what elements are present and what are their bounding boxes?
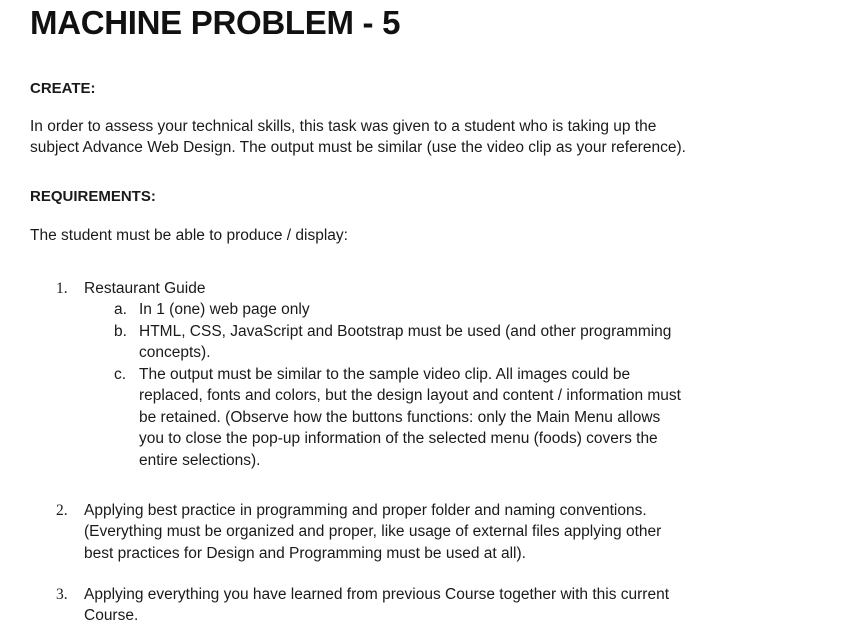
sub-item-letter-b: b. (114, 323, 127, 340)
create-paragraph-line-2: subject Advance Web Design. The output must be similar (use the video clip as your reference). (30, 139, 686, 156)
sub-item-c-line-3: be retained. (Observe how the buttons functions: only the Main Menu allows (139, 409, 661, 426)
sub-item-c-line-1: The output must be similar to the sample video clip. All images could be (139, 366, 631, 383)
sub-item-b-line-1: HTML, CSS, JavaScript and Bootstrap must be used (and other programming (139, 323, 672, 340)
page-title: MACHINE PROBLEM - 5 (30, 4, 401, 41)
list-item-2-line-3: best practices for Design and Programming must be used at all). (84, 545, 526, 562)
list-item-2-line-1: Applying best practice in programming and proper folder and naming conventions. (84, 502, 647, 519)
requirements-heading: REQUIREMENTS: (30, 188, 156, 205)
list-item-number-3: 3. (56, 586, 68, 603)
sub-item-c-line-4: you to close the pop-up information of the selected menu (foods) covers the (139, 430, 658, 447)
list-item-2-line-2: (Everything must be organized and proper, like usage of external files applying other (84, 523, 662, 540)
list-item-3-line-2: Course. (84, 607, 139, 624)
list-item-number-2: 2. (56, 502, 68, 519)
sub-item-c-line-5: entire selections). (139, 452, 261, 469)
create-paragraph-line-1: In order to assess your technical skills, this task was given to a student who is taking up the (30, 118, 657, 135)
requirements-intro: The student must be able to produce / display: (30, 227, 348, 244)
sub-item-letter-c: c. (114, 366, 127, 383)
sub-item-letter-a: a. (114, 301, 127, 318)
sub-item-c-line-2: replaced, fonts and colors, but the design layout and content / information must (139, 387, 681, 404)
list-item-number-1: 1. (56, 280, 68, 297)
sub-item-b-line-2: concepts). (139, 344, 211, 361)
create-heading: CREATE: (30, 80, 96, 97)
list-item-1-text: Restaurant Guide (84, 280, 206, 297)
list-item-3-line-1: Applying everything you have learned from previous Course together with this current (84, 586, 670, 603)
sub-item-a-text: In 1 (one) web page only (139, 301, 310, 318)
